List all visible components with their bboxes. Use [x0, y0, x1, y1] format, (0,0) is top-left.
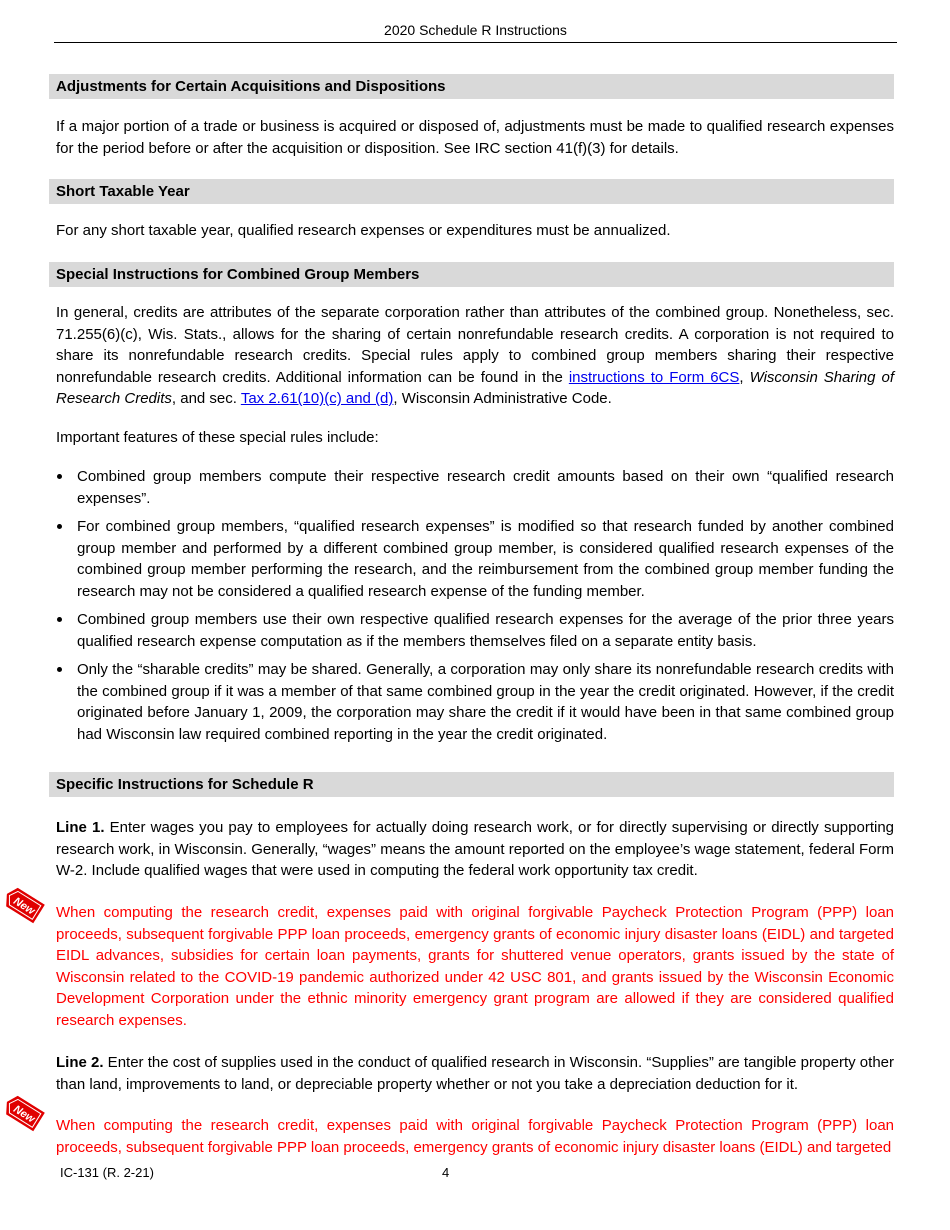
- short-year-paragraph: For any short taxable year, qualified research expenses or expenditures must be annualized.: [56, 222, 671, 239]
- bullet-item: Combined group members use their own respective qualified research expenses for the average of the prior three years qualified research expense computation as if the members themselves filed on a separate entity basis.: [56, 609, 894, 652]
- line1-text: Enter wages you pay to employees for actually doing research work, or for directly supervising or directly supporting research work, in Wisconsin. Generally, “wages” means the amount reported on the employee’s wage statement, federal Form W-2. Include qualified wages that were used in computing the federal work opportunity tax credit.: [56, 819, 894, 879]
- new-badge-text: New: [11, 895, 37, 918]
- footer-form-id: IC-131 (R. 2-21): [60, 1165, 154, 1180]
- new-badge-text: New: [11, 1103, 37, 1126]
- header-divider: [54, 42, 897, 43]
- line2-new-paragraph: When computing the research credit, expenses paid with original forgivable Paycheck Protection Program (PPP) loan proceeds, subsequent forgivable PPP loan proceeds, emergency grants of economic injury disaster loans (EIDL) and targeted: [56, 1117, 894, 1156]
- section-heading-text: Short Taxable Year: [56, 183, 190, 200]
- features-bullet-list: [56, 466, 894, 752]
- line1-paragraph: [56, 817, 894, 882]
- new-badge-icon: [1, 1093, 45, 1132]
- line2-label: Line 2.: [56, 1054, 104, 1071]
- section-heading-text: Specific Instructions for Schedule R: [56, 776, 314, 793]
- bullet-item: Combined group members compute their respective research credit amounts based on their own “qualified research expenses”.: [56, 466, 894, 509]
- acquisitions-paragraph: If a major portion of a trade or business is acquired or disposed of, adjustments must be made to qualified research expenses for the period before or after the acquisition or disposition. See IRC section 41(f)(3) for details.: [56, 118, 894, 157]
- line1-new-paragraph: When computing the research credit, expenses paid with original forgivable Paycheck Protection Program (PPP) loan proceeds, subsequent forgivable PPP loan proceeds, emergency grants of economic injury disaster loans (EIDL) and targeted EIDL advances, subsidies for certain loan payments, grants for shuttered venue operators, grants issued by the state of Wisconsin related to the COVID-19 pandemic authorized under 42 USC 801, and grants issued by the Wisconsin Economic Development Corporation under the ethnic minority emergency grant program are allowed if they are considered qualified research expenses.: [56, 904, 894, 1029]
- intro-text-part2: ,: [739, 368, 750, 386]
- intro-text-part4: , Wisconsin Administrative Code.: [393, 390, 612, 407]
- line2-text: Enter the cost of supplies used in the conduct of qualified research in Wisconsin. “Supplies” are tangible property other than land, improvements to land, or depreciable property whether or not you take a depreciation deduction for it.: [56, 1054, 894, 1093]
- section-heading-short-year: [49, 179, 894, 204]
- features-label: Important features of these special rules include:: [56, 429, 379, 446]
- bullet-item: Only the “sharable credits” may be shared. Generally, a corporation may only share its nonrefundable research credits with the combined group if it was a member of that same combined group in the year the credit originated. However, if the credit originated before January 1, 2009, the corporation may share the credit if it would have been in that same combined group had Wisconsin law required combined reporting in the year the credit originated.: [56, 659, 894, 745]
- new-badge-icon: [1, 885, 45, 924]
- line2-paragraph: [56, 1052, 894, 1095]
- page-header-title: 2020 Schedule R Instructions: [384, 22, 567, 38]
- footer-page-number: 4: [442, 1165, 450, 1180]
- section-heading-specific-instructions: [49, 772, 894, 797]
- bullet-item: For combined group members, “qualified research expenses” is modified so that research funded by another combined group member and performed by a different combined group member, is considered qualified research expenses of the combined group member performing the research, and the reimbursement from the combined group member funding the research may not be considered a qualified research expense of the funding member.: [56, 516, 894, 602]
- section-heading-acquisitions: [49, 74, 894, 99]
- combined-group-intro-paragraph: [56, 302, 894, 410]
- tax-code-link[interactable]: Tax 2.61(10)(c) and (d): [240, 390, 394, 407]
- section-heading-text: Special Instructions for Combined Group Members: [56, 266, 420, 283]
- section-heading-text: Adjustments for Certain Acquisitions and Dispositions: [56, 78, 446, 95]
- form-6cs-instructions-link[interactable]: instructions to Form 6CS: [568, 368, 740, 386]
- line1-label: Line 1.: [56, 819, 105, 836]
- section-heading-combined-group: [49, 262, 894, 287]
- intro-text-part1: In general, credits are attributes of the separate corporation rather than attributes of the combined group. Nonetheless, sec. 71.255(6)(c), Wis. Stats., allows for the sharing of certain nonrefundable research credits. A corporation is not required to share its nonrefundable research credits. Special rules apply to combined group members sharing their respective nonrefundable research credits. Additional information can be found in the: [56, 304, 894, 386]
- form-6cs-title: Wisconsin Sharing of Research Credits: [56, 368, 894, 407]
- intro-text-part3: , and sec.: [171, 390, 241, 407]
